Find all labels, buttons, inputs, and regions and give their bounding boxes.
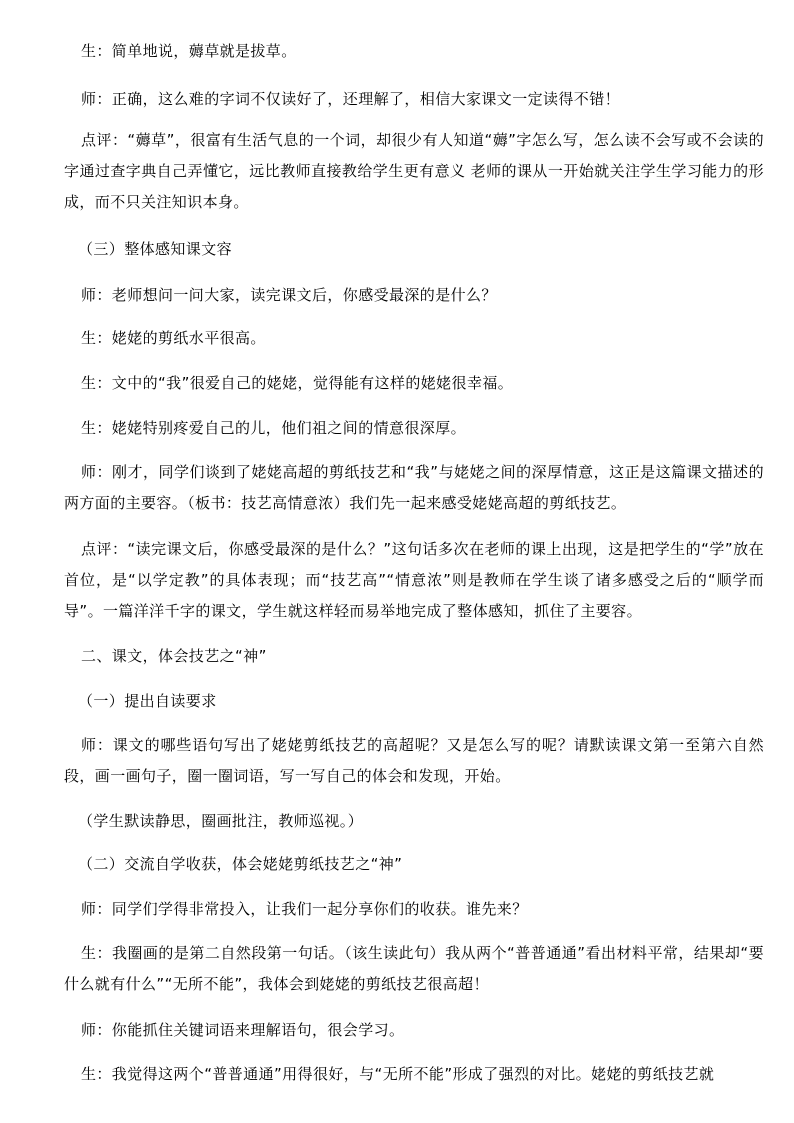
paragraph-stage-direction: （学生默读静思，圈画批注，教师巡视。） (78, 812, 364, 830)
paragraph-student-2: 生：姥姥的剪纸水平很高。 (81, 329, 266, 347)
paragraph-comment-2: 点评：“读完课文后，你感受最深的是什么？”这句话多次在老师的课上出现，这是把学生的“学”放在首位，是“以学定教”的具体表现；而“技艺高”“情意浓”则是教师在学生谈了诸多感受之后的“顺学而导”。一篇洋洋千字的课文，学生就这样轻而易举地完成了整体感知，抓住了主要容。 (64, 540, 764, 620)
paragraph-student-4: 生：姥姥特别疼爱自己的儿，他们祖之间的情意很深厚。 (81, 419, 467, 437)
paragraph-teacher-3: 师：刚才，同学们谈到了姥姥高超的剪纸技艺和“我”与姥姥之间的深厚情意，这正是这篇课文描述的两方面的主要容。（板书：技艺高情意浓）我们先一起来感受姥姥高超的剪纸技艺。 (64, 463, 764, 512)
paragraph-student-5: 生：我圈画的是第二自然段第一句话。（该生读此句）我从两个“普普通通”看出材料平常，结果却“要什么就有什么”“无所不能”，我体会到姥姥的剪纸技艺很高超！ (64, 944, 764, 993)
paragraph-teacher-6: 师：你能抓住关键词语来理解语句，很会学习。 (81, 1021, 405, 1039)
paragraph-student-1: 生：简单地说，薅草就是拔草。 (81, 42, 297, 60)
paragraph-teacher-1: 师：正确，这么难的字词不仅读好了，还理解了，相信大家课文一定读得不错！ (81, 90, 621, 108)
subsection-heading-1: （一）提出自读要求 (78, 692, 217, 710)
paragraph-comment-1: 点评：“薅草”，很富有生活气息的一个词，却很少有人知道“薅”字怎么写，怎么读不会写或不会读的字通过查字典自己弄懂它，远比教师直接教给学生更有意义 老师的课从一开始就关注学生学习能力的形成，而不只关注知识本身。 (64, 131, 764, 211)
subsection-heading-2: （二）交流自学收获，体会姥姥剪纸技艺之“神” (78, 855, 403, 873)
section-heading-2: 二、课文，体会技艺之“神” (81, 647, 267, 665)
paragraph-teacher-4: 师：课文的哪些语句写出了姥姥剪纸技艺的高超呢？又是怎么写的呢？请默读课文第一至第六自然段，画一画句子，圈一圈词语，写一写自己的体会和发现，开始。 (64, 736, 764, 785)
paragraph-teacher-2: 师：老师想问一问大家，读完课文后，你感受最深的是什么？ (81, 286, 497, 304)
paragraph-student-3: 生：文中的“我”很爱自己的姥姥，觉得能有这样的姥姥很幸福。 (81, 374, 514, 392)
paragraph-student-6: 生：我觉得这两个“普普通通”用得很好，与“无所不能”形成了强烈的对比。姥姥的剪纸技艺就 (81, 1065, 715, 1083)
section-heading-3: （三）整体感知课文容 (78, 240, 233, 258)
paragraph-teacher-5: 师：同学们学得非常投入，让我们一起分享你们的收获。谁先来？ (81, 900, 528, 918)
